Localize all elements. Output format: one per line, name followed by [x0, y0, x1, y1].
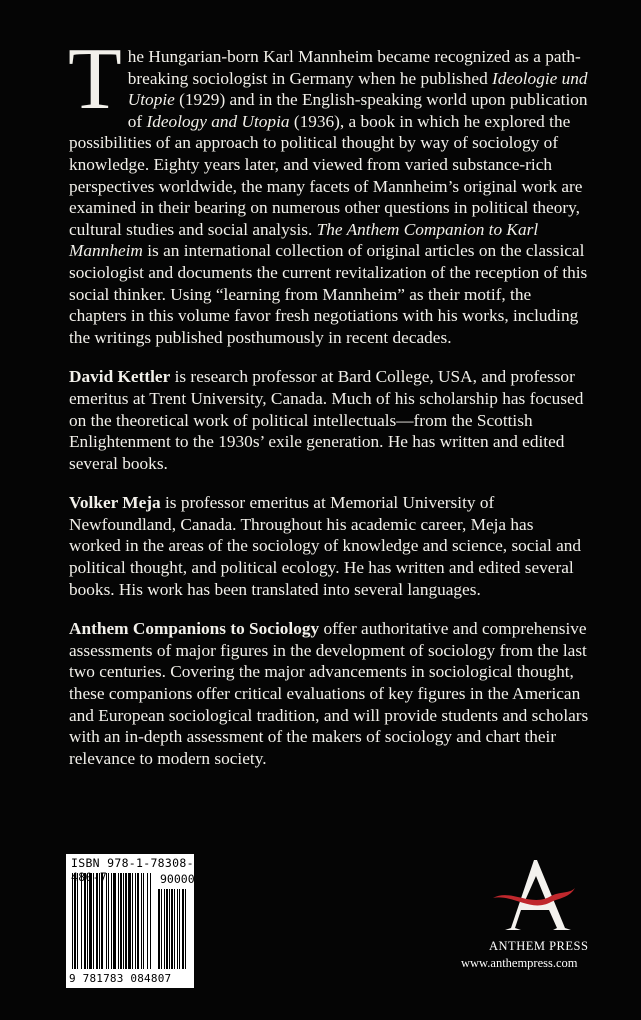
intro-body: (1936), a book in which he explored the possibilities of an approach to political thought by way of sociology of knowledge. Eighty years later, and viewed from varied substance-rich perspectives worldwide, the many facets of Mannheim’s original work are examined in their bearing on numerous other questions in political theory, cultural studies and social analysis.: [69, 111, 583, 239]
barcode-bar: [143, 873, 144, 969]
addon-bar: [185, 889, 186, 969]
intro-line2: breaking sociologist in Germany when he published: [127, 68, 493, 88]
barcode-bar: [106, 873, 107, 969]
addon-bar: [161, 889, 162, 969]
barcode-bar: [141, 873, 142, 969]
series-description: [69, 618, 589, 769]
addon-bar: [177, 889, 178, 969]
isbn-barcode: [66, 854, 194, 988]
addon-bar: [171, 889, 173, 969]
barcode-bar: [72, 873, 73, 969]
publisher-url: www.anthempress.com: [461, 956, 578, 970]
intro-title-de-1: Ideologie und: [492, 68, 588, 88]
addon-bar: [174, 889, 175, 969]
barcode-bar: [87, 873, 88, 969]
barcode-bar: [77, 873, 78, 969]
bio-kettler-text: is research professor at Bard College, USA, and professor emeritus at Trent University, Canada. Much of his scholarship has focused on the theoretical work of political intellectuals—from the Scottish Enlightenment to the 1930s’ exile generation. He has written and edited several books.: [69, 367, 584, 473]
intro-line1: he Hungarian-born Karl Mannheim became recognized as a path-: [127, 47, 581, 66]
bio-kettler-name: David Kettler: [69, 367, 171, 387]
publisher-name: ANTHEM PRESS: [489, 939, 589, 953]
barcode-bar: [84, 873, 86, 969]
bio-meja: [69, 492, 589, 600]
book-title: The Anthem Companion to Karl Mannheim: [69, 219, 539, 261]
barcode-bar: [74, 873, 76, 969]
barcode-bar: [135, 873, 136, 969]
barcode-bar: [123, 873, 124, 969]
barcode-bar: [113, 873, 116, 969]
series-text: offer authoritative and comprehensive assessments of major figures in the development of sociology from the last two centuries. Covering the major advancements in sociological thought, these companions offer critical evaluations of key figures in the American and European sociological tradition, and will provide students and scholars with an in-depth assessment of the makers of sociology and chart their relevance to modern society.: [69, 619, 589, 768]
bio-kettler: [69, 366, 589, 474]
intro-paragraph: [68, 31, 589, 348]
barcode-bar: [125, 873, 127, 969]
barcode-bar: [147, 873, 148, 969]
back-cover-text: [68, 31, 589, 787]
addon-bar: [169, 889, 170, 969]
barcode-bar: [89, 873, 92, 969]
intro-line3: (1929) and in the English-speaking world upon publication: [174, 90, 588, 110]
bio-meja-name: Volker Meja: [69, 493, 161, 513]
barcode-bar: [99, 873, 100, 969]
isbn-label: ISBN 978-1-78308-48 7: [71, 856, 194, 884]
addon-bar: [166, 889, 168, 969]
addon-bar: [179, 889, 180, 969]
barcode-bar: [96, 873, 98, 969]
barcode-bar: [132, 873, 133, 969]
anthem-a-logo-icon: [491, 858, 577, 932]
series-name: Anthem Companions to Sociology: [69, 619, 320, 639]
drop-cap: T: [68, 31, 122, 128]
barcode-bar: [137, 873, 139, 969]
barcode-bar: [101, 873, 103, 969]
barcode-bar: [111, 873, 112, 969]
bio-meja-text: is professor emeritus at Memorial University of Newfoundland, Canada. Throughout his academic career, Meja has worked in the areas of the sociology of knowledge and science, social and political thought, and political ecology. He has written and edited several books. His work has been translated into several languages.: [69, 493, 582, 599]
barcode-bar: [128, 873, 131, 969]
addon-bar: [182, 889, 184, 969]
barcode-bar: [150, 873, 151, 969]
barcode-addon: 90000: [160, 872, 195, 886]
barcode-digits: 9 781783 084807: [69, 972, 172, 985]
intro-title-en: Ideology and Utopia: [146, 111, 290, 131]
barcode-bar: [118, 873, 119, 969]
intro-end: is an international collection of original articles on the classical sociologist and documents the current revitalization of the reception of this social thinker. Using “learning from Mannheim” as their motif, the chapters in this volume favor fresh negotiations with his works, including the writings published posthumously in recent decades.: [69, 241, 588, 347]
addon-bar: [164, 889, 165, 969]
intro-title-de-2: Utopie: [127, 90, 175, 110]
intro-line4-pre: of: [127, 111, 147, 131]
barcode-bar: [81, 873, 82, 969]
barcode-bar: [93, 873, 94, 969]
addon-bar: [158, 889, 160, 969]
barcode-bar: [120, 873, 122, 969]
barcode-bars: [72, 873, 200, 971]
barcode-bar: [108, 873, 109, 969]
